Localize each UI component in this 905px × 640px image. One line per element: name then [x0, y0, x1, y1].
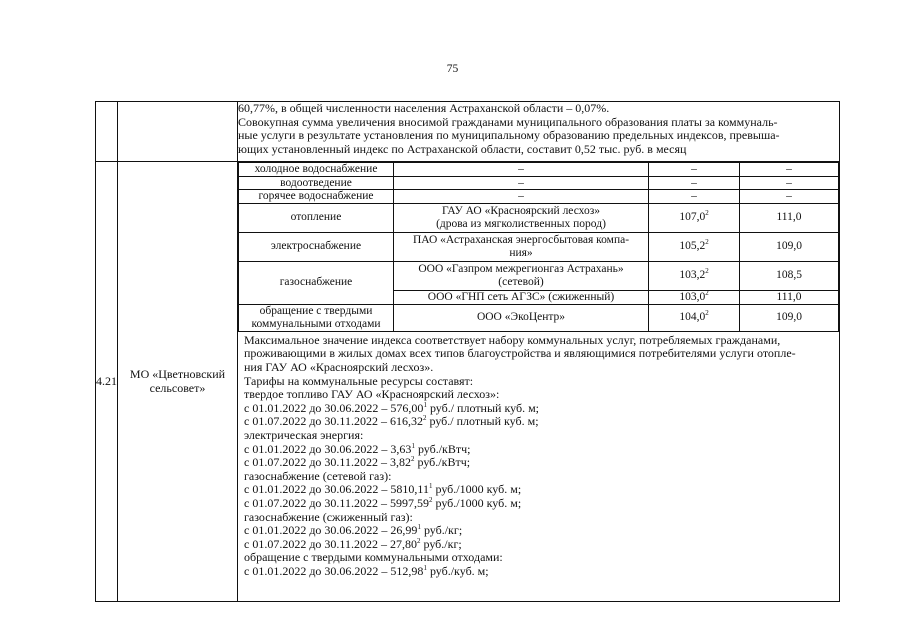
number-cell-empty — [96, 102, 118, 162]
tariff-line: с 01.07.2022 до 30.11.2022 – 27,80$^2$ руб./кг; — [244, 537, 462, 551]
provider-line: ния» — [509, 246, 533, 259]
provider-line: ООО «Газпром межрегионгаз Астрахань» — [418, 263, 624, 276]
index-max: 111,0 — [740, 290, 839, 304]
footnote-mark: 2 — [705, 267, 709, 276]
service-name: холодное водоснабжение — [239, 163, 394, 177]
mo-cell-empty — [118, 102, 238, 162]
index-2022 — [649, 304, 740, 331]
index-2022 — [649, 232, 740, 261]
tariff-table — [95, 101, 840, 602]
text-line: ные услуги в результате установления по муниципальному образованию предельных индексов, превыша- — [238, 129, 780, 143]
index-max: – — [740, 176, 839, 190]
index-2022: – — [649, 163, 740, 177]
index-max: 109,0 — [740, 232, 839, 261]
tariff-line: с 01.07.2022 до 30.11.2022 – 3,82$^2$ руб./кВтч; — [244, 456, 471, 470]
service-provider: – — [394, 163, 649, 177]
index-max: 111,0 — [740, 203, 839, 232]
index-max: – — [740, 163, 839, 177]
service-row — [239, 232, 839, 261]
page-number: 75 — [446, 63, 459, 75]
tariff-line: с 01.07.2022 до 30.11.2022 – 5997,59$^2$ руб./1000 куб. м; — [244, 496, 522, 510]
text-line: электрическая энергия: — [244, 428, 364, 442]
service-provider: ООО «ГНП сеть АГЗС» (сжиженный) — [394, 290, 649, 304]
text-line: ния ГАУ АО «Красноярский лесхоз». — [244, 360, 434, 374]
service-row — [239, 261, 839, 290]
service-provider: ООО «ЭкоЦентр» — [394, 304, 649, 331]
service-name: газоснабжение — [239, 261, 394, 304]
provider-line: (сетевой) — [498, 275, 544, 288]
section-number: 4.21 — [96, 162, 118, 602]
footnote-mark: 2 — [705, 209, 709, 218]
index-max: – — [740, 190, 839, 204]
text-line: ющих установленный индекс по Астраханской области, составит 0,52 тыс. руб. в месяц — [238, 142, 687, 156]
section-content — [238, 162, 840, 602]
text-line: Максимальное значение индекса соответствует набору коммунальных услуг, потребляемых гражданами, — [244, 333, 781, 347]
service-name: отопление — [239, 203, 394, 232]
service-provider — [394, 261, 649, 290]
service-provider — [394, 203, 649, 232]
service-row — [239, 176, 839, 190]
tariff-line: с 01.01.2022 до 30.06.2022 – 576,00$^1$ руб./ плотный куб. м; — [244, 401, 539, 415]
index-2022 — [649, 261, 740, 290]
service-name-line: коммунальными отходами — [251, 317, 381, 330]
mo-name-line: сельсовет» — [149, 380, 206, 395]
index-value: 103,0 — [679, 290, 706, 303]
index-value: 105,2 — [679, 240, 706, 253]
service-provider — [394, 232, 649, 261]
index-value: 103,2 — [679, 269, 706, 282]
index-2022: – — [649, 190, 740, 204]
service-name: горячее водоснабжение — [239, 190, 394, 204]
description-text — [238, 332, 839, 579]
text-line: проживающими в жилых домах всех типов благоустройства и являющимися потребителями услуги отопле- — [244, 347, 796, 361]
index-max: 108,5 — [740, 261, 839, 290]
service-row — [239, 190, 839, 204]
service-name: электроснабжение — [239, 232, 394, 261]
tariff-line: с 01.07.2022 до 30.11.2022 – 616,32$^2$ руб./ плотный куб. м; — [244, 415, 539, 429]
index-2022: – — [649, 176, 740, 190]
continuation-row — [96, 102, 840, 162]
tariff-line: с 01.01.2022 до 30.06.2022 – 3,63$^1$ руб./кВтч; — [244, 442, 471, 456]
tariff-line: с 01.01.2022 до 30.06.2022 – 26,99$^1$ руб./кг; — [244, 524, 463, 538]
service-row — [239, 163, 839, 177]
text-line: обращение с твердыми коммунальными отходами: — [244, 551, 503, 565]
text-line: твердое топливо ГАУ АО «Красноярский лесхоз»: — [244, 388, 500, 402]
services-table — [238, 162, 839, 332]
provider-line: ГАУ АО «Красноярский лесхоз» — [441, 205, 601, 218]
text-line: 60,77%, в общей численности населения Астраханской области – 0,07%. — [238, 102, 610, 115]
footnote-mark: 2 — [705, 289, 709, 298]
service-provider: – — [394, 176, 649, 190]
service-name: водоотведение — [239, 176, 394, 190]
mo-name — [118, 162, 238, 602]
service-name — [239, 304, 394, 331]
text-line: Совокупная сумма увеличения вносимой гражданами муниципального образования платы за коммуналь- — [238, 115, 778, 129]
service-row — [239, 304, 839, 331]
section-row — [96, 162, 840, 602]
index-2022 — [649, 290, 740, 304]
index-2022 — [649, 203, 740, 232]
index-max: 109,0 — [740, 304, 839, 331]
service-row — [239, 203, 839, 232]
continuation-text — [238, 102, 840, 162]
provider-line: ПАО «Астраханская энергосбытовая компа- — [412, 234, 630, 247]
mo-name-line: МО «Цветновский — [129, 366, 226, 381]
index-value: 107,0 — [679, 211, 706, 224]
tariff-line: с 01.01.2022 до 30.06.2022 – 512,98$^1$ руб./куб. м; — [244, 564, 489, 578]
text-line: газоснабжение (сетевой газ): — [244, 469, 392, 483]
service-provider: – — [394, 190, 649, 204]
provider-line: (дрова из мягколиственных пород) — [436, 217, 606, 230]
footnote-mark: 2 — [705, 238, 709, 247]
index-value: 104,0 — [679, 311, 706, 324]
text-line: Тарифы на коммунальные ресурсы составят: — [244, 374, 474, 388]
tariff-line: с 01.01.2022 до 30.06.2022 – 5810,11$^1$ руб./1000 куб. м; — [244, 483, 522, 497]
text-line: газоснабжение (сжиженный газ): — [244, 510, 413, 524]
footnote-mark: 2 — [705, 309, 709, 318]
service-name-line: обращение с твердыми — [259, 305, 373, 318]
